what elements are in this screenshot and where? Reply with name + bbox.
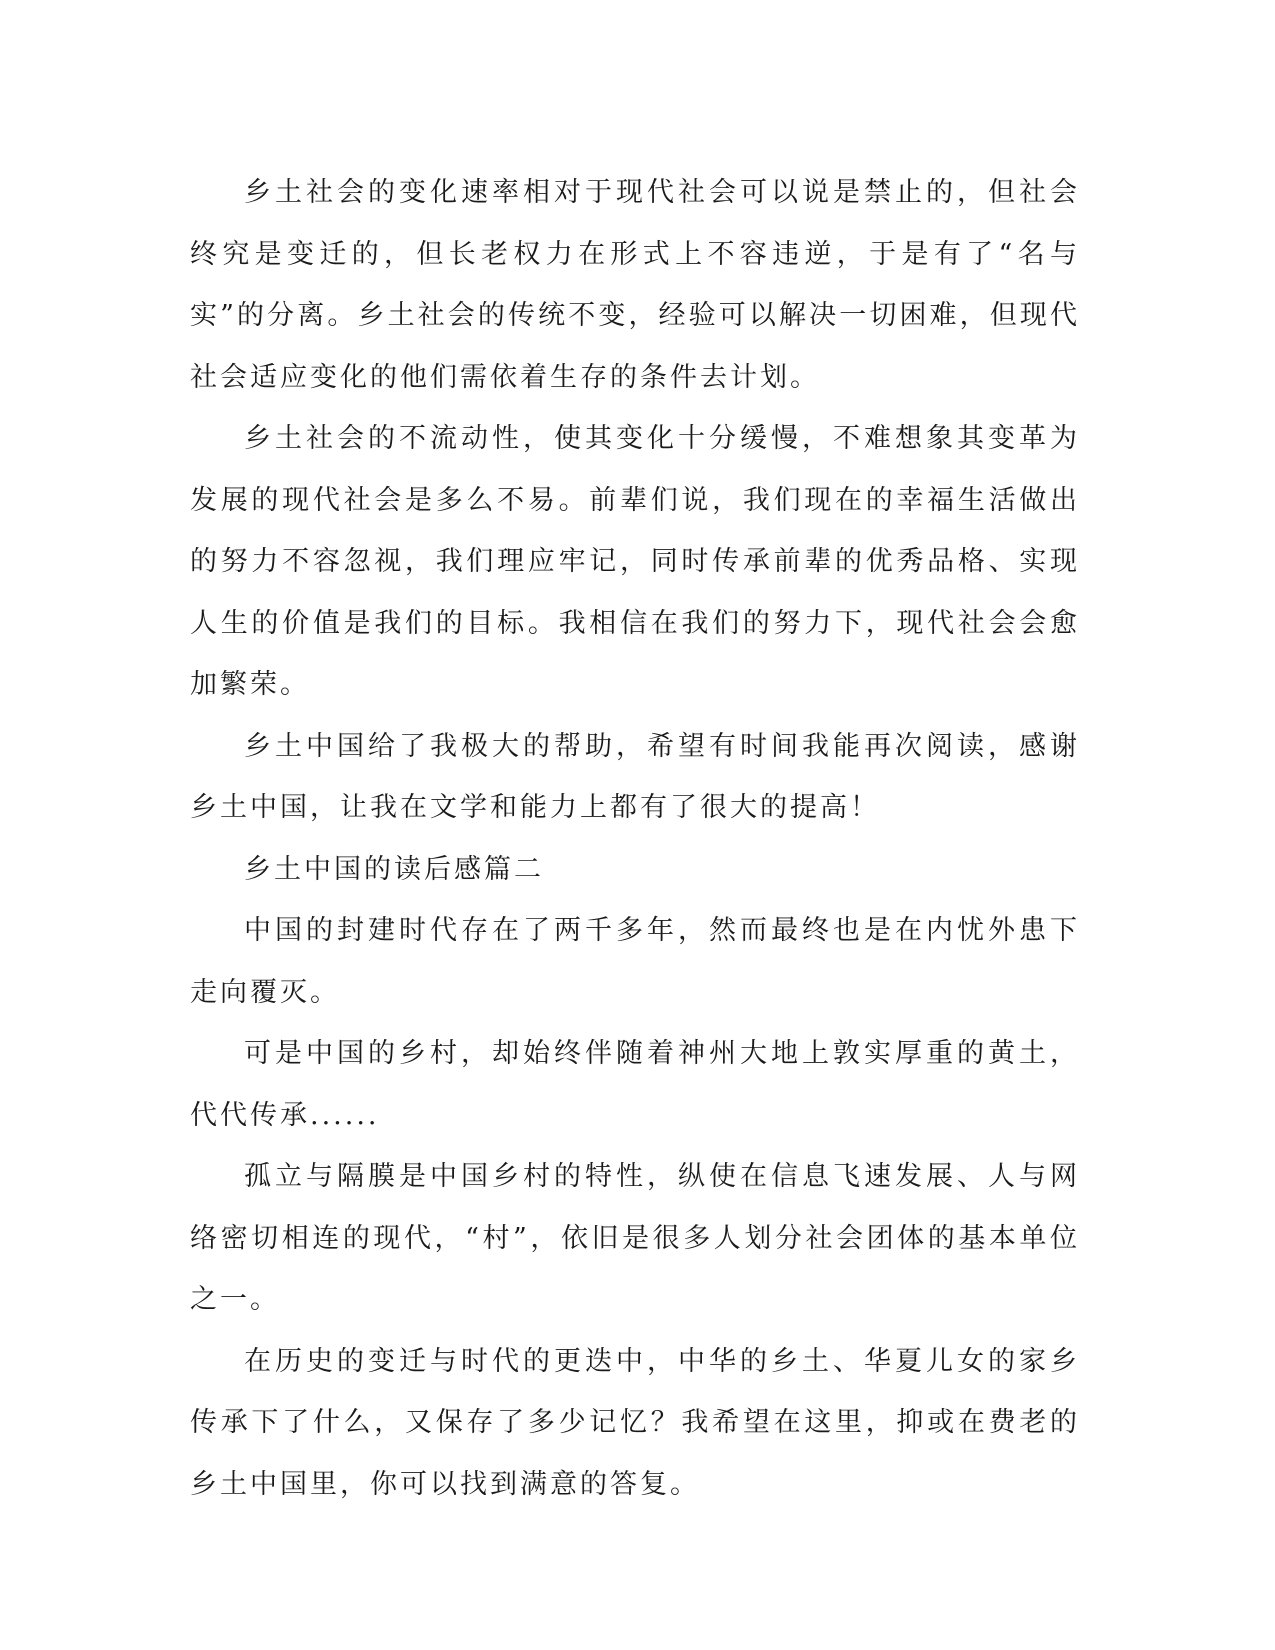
paragraph-history: 在历史的变迁与时代的更迭中，中华的乡土、华夏儿女的家乡传承下了什么，又保存了多少记忆？我希望在这里，抑或在费老的乡土中国里，你可以找到满意的答复。	[190, 1345, 1080, 1500]
paragraph-change-rate: 乡土社会的变化速率相对于现代社会可以说是禁止的，但社会终究是变迁的，但长老权力在形式上不容违逆，于是有了“名与实”的分离。乡土社会的传统不变，经验可以解决一切困难，但现代社会适应变化的他们需依着生存的条件去计划。	[190, 177, 1080, 393]
section-heading: 乡土中国的读后感篇二	[244, 853, 544, 885]
paragraph-gratitude: 乡土中国给了我极大的帮助，希望有时间我能再次阅读，感谢乡土中国，让我在文学和能力上都有了很大的提高！	[190, 730, 1080, 823]
paragraph-villages: 可是中国的乡村，却始终伴随着神州大地上敦实厚重的黄土，代代传承......	[190, 1038, 1080, 1131]
paragraph-isolation: 孤立与隔膜是中国乡村的特性，纵使在信息飞速发展、人与网络密切相连的现代，“村”，依旧是很多人划分社会团体的基本单位之一。	[190, 1161, 1080, 1315]
body-text	[190, 162, 1080, 1515]
paragraph-feudal-era: 中国的封建时代存在了两千多年，然而最终也是在内忧外患下走向覆灭。	[190, 915, 1080, 1008]
paragraph-immobility: 乡土社会的不流动性，使其变化十分缓慢，不难想象其变革为发展的现代社会是多么不易。前辈们说，我们现在的幸福生活做出的努力不容忽视，我们理应牢记，同时传承前辈的优秀品格、实现人生的价值是我们的目标。我相信在我们的努力下，现代社会会愈加繁荣。	[190, 423, 1080, 700]
